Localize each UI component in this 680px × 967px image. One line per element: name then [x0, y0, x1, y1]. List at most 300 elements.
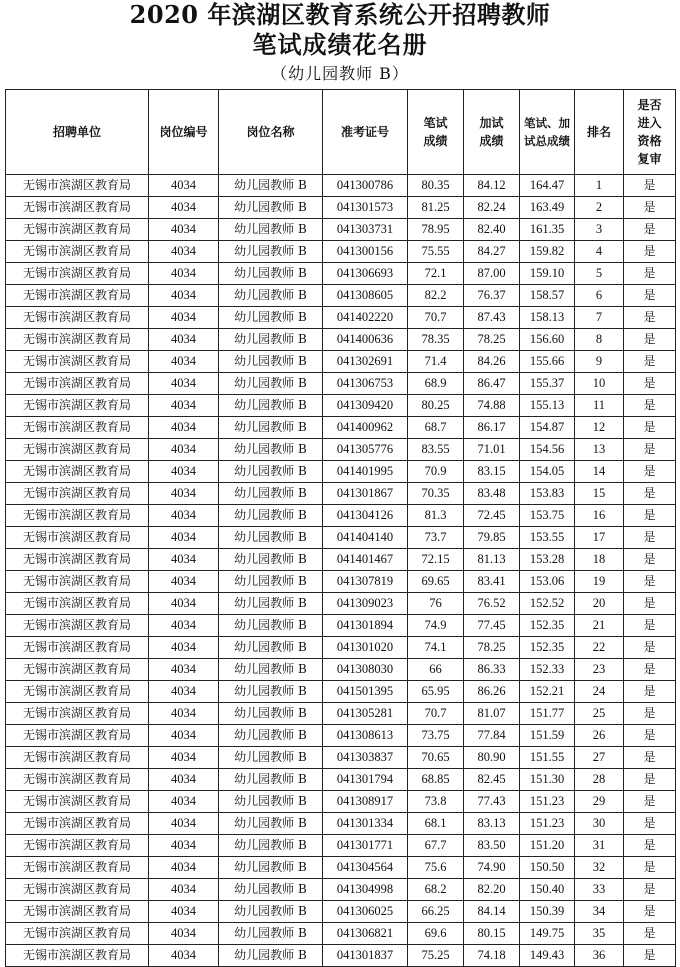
cell-total: 151.23	[520, 813, 575, 835]
cell-bonus: 83.15	[464, 461, 520, 483]
cell-review: 是	[624, 747, 676, 769]
cell-bonus: 71.01	[464, 439, 520, 461]
cell-unit: 无锡市滨湖区教育局	[6, 725, 149, 747]
cell-unit: 无锡市滨湖区教育局	[6, 527, 149, 549]
cell-post-code: 4034	[149, 461, 219, 483]
cell-review: 是	[624, 461, 676, 483]
cell-total: 151.30	[520, 769, 575, 791]
cell-ticket: 041301867	[323, 483, 408, 505]
cell-review: 是	[624, 439, 676, 461]
cell-rank: 27	[575, 747, 624, 769]
cell-rank: 30	[575, 813, 624, 835]
cell-written: 70.65	[408, 747, 464, 769]
cell-unit: 无锡市滨湖区教育局	[6, 593, 149, 615]
cell-unit: 无锡市滨湖区教育局	[6, 549, 149, 571]
cell-unit: 无锡市滨湖区教育局	[6, 571, 149, 593]
cell-written: 69.6	[408, 923, 464, 945]
cell-bonus: 82.40	[464, 219, 520, 241]
cell-review: 是	[624, 637, 676, 659]
table-row	[6, 791, 676, 813]
cell-bonus: 83.13	[464, 813, 520, 835]
cell-rank: 9	[575, 351, 624, 373]
cell-unit: 无锡市滨湖区教育局	[6, 175, 149, 197]
table-row	[6, 395, 676, 417]
cell-post-name: 幼儿园教师 B	[219, 395, 323, 417]
cell-written: 75.6	[408, 857, 464, 879]
cell-rank: 21	[575, 615, 624, 637]
cell-bonus: 84.14	[464, 901, 520, 923]
cell-total: 154.56	[520, 439, 575, 461]
cell-post-code: 4034	[149, 285, 219, 307]
header-bonus: 加试成绩	[464, 90, 520, 175]
cell-review: 是	[624, 285, 676, 307]
cell-post-code: 4034	[149, 417, 219, 439]
cell-bonus: 77.84	[464, 725, 520, 747]
cell-post-code: 4034	[149, 901, 219, 923]
cell-written: 78.35	[408, 329, 464, 351]
cell-review: 是	[624, 901, 676, 923]
cell-bonus: 74.90	[464, 857, 520, 879]
cell-post-name: 幼儿园教师 B	[219, 615, 323, 637]
cell-unit: 无锡市滨湖区教育局	[6, 263, 149, 285]
table-row	[6, 769, 676, 791]
table-row	[6, 703, 676, 725]
cell-written: 80.35	[408, 175, 464, 197]
cell-total: 152.35	[520, 615, 575, 637]
cell-rank: 12	[575, 417, 624, 439]
table-row	[6, 527, 676, 549]
cell-total: 164.47	[520, 175, 575, 197]
cell-written: 68.1	[408, 813, 464, 835]
cell-bonus: 77.43	[464, 791, 520, 813]
cell-bonus: 79.85	[464, 527, 520, 549]
cell-bonus: 86.26	[464, 681, 520, 703]
cell-ticket: 041301771	[323, 835, 408, 857]
cell-review: 是	[624, 329, 676, 351]
cell-review: 是	[624, 703, 676, 725]
cell-rank: 13	[575, 439, 624, 461]
table-row	[6, 857, 676, 879]
cell-bonus: 82.45	[464, 769, 520, 791]
cell-bonus: 87.43	[464, 307, 520, 329]
cell-total: 156.60	[520, 329, 575, 351]
table-row	[6, 351, 676, 373]
cell-ticket: 041306753	[323, 373, 408, 395]
cell-total: 161.35	[520, 219, 575, 241]
cell-bonus: 84.27	[464, 241, 520, 263]
table-row	[6, 593, 676, 615]
cell-total: 151.55	[520, 747, 575, 769]
cell-written: 73.7	[408, 527, 464, 549]
cell-post-name: 幼儿园教师 B	[219, 879, 323, 901]
cell-ticket: 041300786	[323, 175, 408, 197]
cell-bonus: 78.25	[464, 329, 520, 351]
table-row	[6, 175, 676, 197]
table-row	[6, 307, 676, 329]
cell-post-code: 4034	[149, 373, 219, 395]
cell-unit: 无锡市滨湖区教育局	[6, 505, 149, 527]
cell-post-name: 幼儿园教师 B	[219, 549, 323, 571]
cell-written: 75.55	[408, 241, 464, 263]
cell-rank: 36	[575, 945, 624, 967]
cell-rank: 33	[575, 879, 624, 901]
cell-rank: 34	[575, 901, 624, 923]
cell-unit: 无锡市滨湖区教育局	[6, 197, 149, 219]
cell-ticket: 041306693	[323, 263, 408, 285]
cell-written: 69.65	[408, 571, 464, 593]
cell-review: 是	[624, 791, 676, 813]
cell-review: 是	[624, 681, 676, 703]
cell-total: 155.66	[520, 351, 575, 373]
cell-total: 153.06	[520, 571, 575, 593]
cell-bonus: 81.13	[464, 549, 520, 571]
cell-unit: 无锡市滨湖区教育局	[6, 395, 149, 417]
cell-post-name: 幼儿园教师 B	[219, 263, 323, 285]
cell-unit: 无锡市滨湖区教育局	[6, 439, 149, 461]
cell-ticket: 041404140	[323, 527, 408, 549]
cell-post-name: 幼儿园教师 B	[219, 527, 323, 549]
cell-total: 153.28	[520, 549, 575, 571]
cell-written: 81.3	[408, 505, 464, 527]
cell-ticket: 041501395	[323, 681, 408, 703]
table-body	[6, 175, 676, 967]
table-row	[6, 197, 676, 219]
cell-total: 150.40	[520, 879, 575, 901]
cell-rank: 32	[575, 857, 624, 879]
cell-review: 是	[624, 835, 676, 857]
cell-rank: 14	[575, 461, 624, 483]
table-row	[6, 923, 676, 945]
cell-post-code: 4034	[149, 197, 219, 219]
cell-post-code: 4034	[149, 857, 219, 879]
cell-review: 是	[624, 593, 676, 615]
cell-unit: 无锡市滨湖区教育局	[6, 307, 149, 329]
cell-post-name: 幼儿园教师 B	[219, 857, 323, 879]
cell-unit: 无锡市滨湖区教育局	[6, 219, 149, 241]
cell-ticket: 041303837	[323, 747, 408, 769]
cell-bonus: 80.90	[464, 747, 520, 769]
cell-total: 152.33	[520, 659, 575, 681]
cell-unit: 无锡市滨湖区教育局	[6, 857, 149, 879]
cell-unit: 无锡市滨湖区教育局	[6, 637, 149, 659]
table-row	[6, 483, 676, 505]
header-written: 笔试成绩	[408, 90, 464, 175]
cell-post-name: 幼儿园教师 B	[219, 593, 323, 615]
cell-unit: 无锡市滨湖区教育局	[6, 901, 149, 923]
cell-post-code: 4034	[149, 879, 219, 901]
header-total: 笔试、加试总成绩	[520, 90, 575, 175]
cell-review: 是	[624, 571, 676, 593]
cell-post-code: 4034	[149, 395, 219, 417]
cell-post-name: 幼儿园教师 B	[219, 637, 323, 659]
cell-review: 是	[624, 373, 676, 395]
cell-unit: 无锡市滨湖区教育局	[6, 703, 149, 725]
table-row	[6, 681, 676, 703]
cell-bonus: 83.48	[464, 483, 520, 505]
cell-ticket: 041308605	[323, 285, 408, 307]
table-row	[6, 417, 676, 439]
cell-total: 152.21	[520, 681, 575, 703]
cell-unit: 无锡市滨湖区教育局	[6, 945, 149, 967]
cell-rank: 19	[575, 571, 624, 593]
cell-rank: 28	[575, 769, 624, 791]
cell-post-name: 幼儿园教师 B	[219, 835, 323, 857]
cell-bonus: 83.41	[464, 571, 520, 593]
cell-written: 74.1	[408, 637, 464, 659]
cell-total: 152.52	[520, 593, 575, 615]
cell-post-code: 4034	[149, 637, 219, 659]
cell-review: 是	[624, 725, 676, 747]
cell-written: 67.7	[408, 835, 464, 857]
cell-post-code: 4034	[149, 505, 219, 527]
cell-bonus: 81.07	[464, 703, 520, 725]
cell-written: 68.2	[408, 879, 464, 901]
cell-post-code: 4034	[149, 263, 219, 285]
cell-post-code: 4034	[149, 549, 219, 571]
cell-unit: 无锡市滨湖区教育局	[6, 879, 149, 901]
cell-review: 是	[624, 483, 676, 505]
cell-unit: 无锡市滨湖区教育局	[6, 417, 149, 439]
cell-post-name: 幼儿园教师 B	[219, 285, 323, 307]
cell-ticket: 041308613	[323, 725, 408, 747]
cell-total: 153.75	[520, 505, 575, 527]
cell-review: 是	[624, 417, 676, 439]
cell-post-code: 4034	[149, 813, 219, 835]
cell-rank: 1	[575, 175, 624, 197]
cell-ticket: 041304998	[323, 879, 408, 901]
cell-ticket: 041400962	[323, 417, 408, 439]
cell-post-code: 4034	[149, 681, 219, 703]
cell-ticket: 041305776	[323, 439, 408, 461]
cell-rank: 10	[575, 373, 624, 395]
cell-rank: 7	[575, 307, 624, 329]
cell-post-name: 幼儿园教师 B	[219, 329, 323, 351]
cell-written: 82.2	[408, 285, 464, 307]
cell-post-name: 幼儿园教师 B	[219, 681, 323, 703]
cell-unit: 无锡市滨湖区教育局	[6, 791, 149, 813]
cell-ticket: 041401995	[323, 461, 408, 483]
cell-rank: 2	[575, 197, 624, 219]
cell-ticket: 041308030	[323, 659, 408, 681]
cell-post-name: 幼儿园教师 B	[219, 373, 323, 395]
cell-written: 70.9	[408, 461, 464, 483]
cell-review: 是	[624, 175, 676, 197]
cell-post-code: 4034	[149, 769, 219, 791]
cell-written: 80.25	[408, 395, 464, 417]
cell-unit: 无锡市滨湖区教育局	[6, 241, 149, 263]
cell-unit: 无锡市滨湖区教育局	[6, 813, 149, 835]
cell-total: 149.75	[520, 923, 575, 945]
cell-post-code: 4034	[149, 747, 219, 769]
cell-written: 78.95	[408, 219, 464, 241]
cell-post-name: 幼儿园教师 B	[219, 351, 323, 373]
cell-ticket: 041304564	[323, 857, 408, 879]
cell-ticket: 041302691	[323, 351, 408, 373]
cell-total: 153.83	[520, 483, 575, 505]
cell-total: 152.35	[520, 637, 575, 659]
cell-rank: 16	[575, 505, 624, 527]
cell-ticket: 041300156	[323, 241, 408, 263]
cell-post-code: 4034	[149, 175, 219, 197]
cell-total: 151.59	[520, 725, 575, 747]
cell-post-code: 4034	[149, 835, 219, 857]
cell-post-code: 4034	[149, 241, 219, 263]
cell-review: 是	[624, 769, 676, 791]
cell-written: 72.1	[408, 263, 464, 285]
cell-unit: 无锡市滨湖区教育局	[6, 351, 149, 373]
cell-written: 81.25	[408, 197, 464, 219]
cell-total: 151.23	[520, 791, 575, 813]
cell-bonus: 80.15	[464, 923, 520, 945]
score-table	[5, 89, 676, 967]
cell-review: 是	[624, 879, 676, 901]
cell-post-name: 幼儿园教师 B	[219, 505, 323, 527]
table-row	[6, 329, 676, 351]
cell-written: 68.9	[408, 373, 464, 395]
cell-post-name: 幼儿园教师 B	[219, 197, 323, 219]
cell-bonus: 86.47	[464, 373, 520, 395]
cell-total: 159.10	[520, 263, 575, 285]
table-row	[6, 901, 676, 923]
cell-rank: 25	[575, 703, 624, 725]
cell-total: 155.13	[520, 395, 575, 417]
cell-review: 是	[624, 351, 676, 373]
cell-rank: 15	[575, 483, 624, 505]
cell-post-name: 幼儿园教师 B	[219, 769, 323, 791]
table-row	[6, 637, 676, 659]
cell-unit: 无锡市滨湖区教育局	[6, 681, 149, 703]
cell-post-name: 幼儿园教师 B	[219, 241, 323, 263]
cell-post-name: 幼儿园教师 B	[219, 703, 323, 725]
cell-bonus: 87.00	[464, 263, 520, 285]
cell-total: 158.13	[520, 307, 575, 329]
cell-total: 150.39	[520, 901, 575, 923]
cell-bonus: 82.20	[464, 879, 520, 901]
cell-post-code: 4034	[149, 571, 219, 593]
cell-rank: 20	[575, 593, 624, 615]
cell-post-name: 幼儿园教师 B	[219, 659, 323, 681]
cell-ticket: 041308917	[323, 791, 408, 813]
cell-post-name: 幼儿园教师 B	[219, 439, 323, 461]
cell-review: 是	[624, 549, 676, 571]
cell-ticket: 041304126	[323, 505, 408, 527]
cell-total: 159.82	[520, 241, 575, 263]
cell-bonus: 84.12	[464, 175, 520, 197]
cell-written: 75.25	[408, 945, 464, 967]
cell-post-name: 幼儿园教师 B	[219, 747, 323, 769]
header-ticket: 准考证号	[323, 90, 408, 175]
cell-review: 是	[624, 813, 676, 835]
cell-rank: 23	[575, 659, 624, 681]
cell-rank: 18	[575, 549, 624, 571]
cell-total: 151.77	[520, 703, 575, 725]
cell-review: 是	[624, 219, 676, 241]
cell-review: 是	[624, 923, 676, 945]
cell-bonus: 86.17	[464, 417, 520, 439]
cell-rank: 11	[575, 395, 624, 417]
cell-total: 154.05	[520, 461, 575, 483]
cell-post-name: 幼儿园教师 B	[219, 791, 323, 813]
document-title-line2: 笔试成绩花名册	[252, 30, 428, 59]
cell-written: 73.8	[408, 791, 464, 813]
table-row	[6, 725, 676, 747]
cell-post-code: 4034	[149, 593, 219, 615]
cell-review: 是	[624, 263, 676, 285]
cell-ticket: 041309420	[323, 395, 408, 417]
cell-written: 73.75	[408, 725, 464, 747]
cell-review: 是	[624, 659, 676, 681]
cell-ticket: 041303731	[323, 219, 408, 241]
table-row	[6, 263, 676, 285]
cell-ticket: 041301573	[323, 197, 408, 219]
cell-total: 155.37	[520, 373, 575, 395]
cell-ticket: 041301794	[323, 769, 408, 791]
cell-unit: 无锡市滨湖区教育局	[6, 329, 149, 351]
cell-bonus: 76.37	[464, 285, 520, 307]
header-post-name: 岗位名称	[219, 90, 323, 175]
cell-bonus: 82.24	[464, 197, 520, 219]
cell-ticket: 041301334	[323, 813, 408, 835]
cell-written: 70.7	[408, 307, 464, 329]
cell-post-code: 4034	[149, 923, 219, 945]
cell-rank: 29	[575, 791, 624, 813]
table-row	[6, 219, 676, 241]
cell-unit: 无锡市滨湖区教育局	[6, 461, 149, 483]
cell-unit: 无锡市滨湖区教育局	[6, 923, 149, 945]
table-row	[6, 505, 676, 527]
cell-written: 74.9	[408, 615, 464, 637]
cell-written: 65.95	[408, 681, 464, 703]
cell-post-name: 幼儿园教师 B	[219, 813, 323, 835]
cell-rank: 4	[575, 241, 624, 263]
cell-review: 是	[624, 945, 676, 967]
cell-rank: 17	[575, 527, 624, 549]
table-row	[6, 241, 676, 263]
table-row	[6, 813, 676, 835]
cell-total: 154.87	[520, 417, 575, 439]
cell-post-code: 4034	[149, 483, 219, 505]
cell-post-code: 4034	[149, 725, 219, 747]
cell-review: 是	[624, 395, 676, 417]
cell-unit: 无锡市滨湖区教育局	[6, 769, 149, 791]
cell-written: 70.7	[408, 703, 464, 725]
cell-ticket: 041301020	[323, 637, 408, 659]
cell-total: 158.57	[520, 285, 575, 307]
cell-written: 71.4	[408, 351, 464, 373]
cell-total: 149.43	[520, 945, 575, 967]
cell-post-code: 4034	[149, 527, 219, 549]
cell-total: 151.20	[520, 835, 575, 857]
cell-post-code: 4034	[149, 791, 219, 813]
cell-review: 是	[624, 527, 676, 549]
cell-review: 是	[624, 857, 676, 879]
cell-written: 66	[408, 659, 464, 681]
cell-post-code: 4034	[149, 615, 219, 637]
cell-review: 是	[624, 241, 676, 263]
cell-post-code: 4034	[149, 439, 219, 461]
cell-post-name: 幼儿园教师 B	[219, 175, 323, 197]
cell-bonus: 77.45	[464, 615, 520, 637]
cell-rank: 3	[575, 219, 624, 241]
cell-post-name: 幼儿园教师 B	[219, 901, 323, 923]
table-row	[6, 835, 676, 857]
cell-written: 68.85	[408, 769, 464, 791]
table-row	[6, 373, 676, 395]
header-post-code: 岗位编号	[149, 90, 219, 175]
cell-bonus: 76.52	[464, 593, 520, 615]
cell-rank: 6	[575, 285, 624, 307]
cell-written: 66.25	[408, 901, 464, 923]
